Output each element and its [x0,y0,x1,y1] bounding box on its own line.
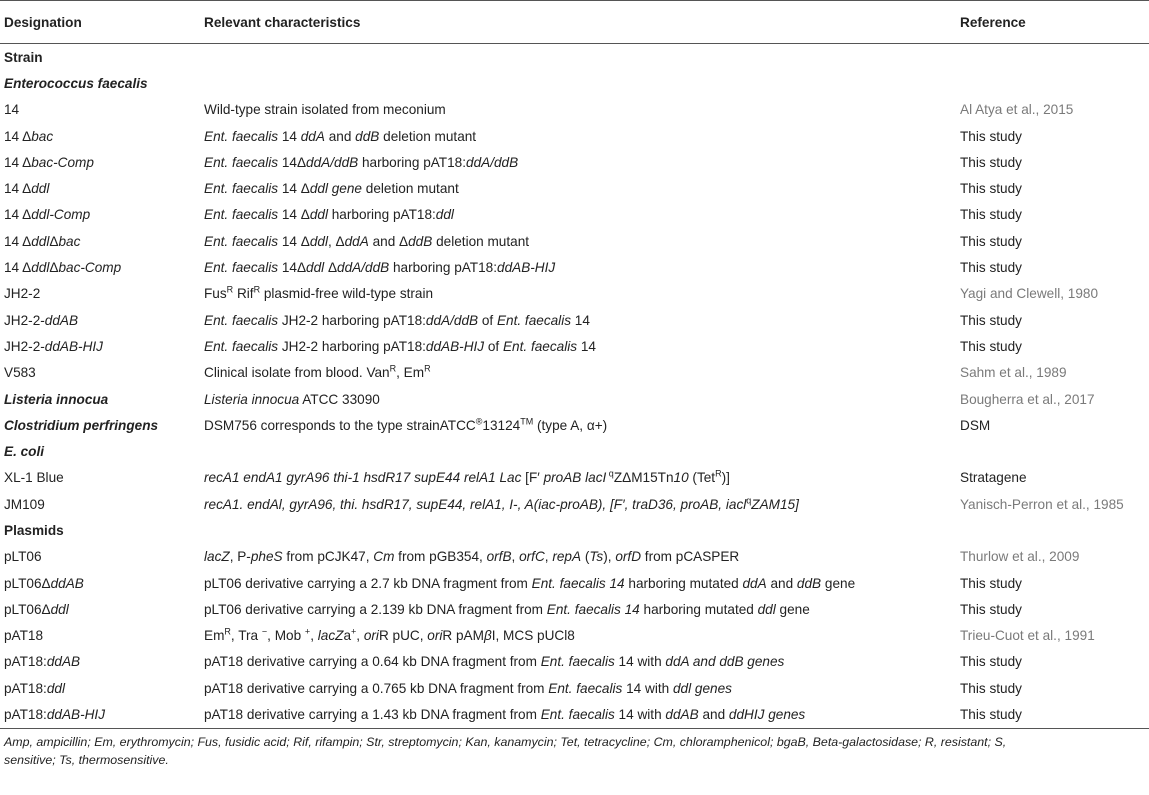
text-segment: 14 Δ [4,233,32,249]
table-row [0,97,1149,123]
text-segment: Ent. faecalis 14 [531,575,625,591]
text-segment: Ent. faecalis [204,312,279,328]
text-segment: , Tra [230,628,262,644]
text-segment: lacZ [317,628,344,644]
table-row [0,228,1149,254]
reference-cell: This study [960,575,1022,591]
characteristics-cell [200,254,956,280]
text-segment: ® [475,416,483,427]
text-segment: 14 Δ [4,154,32,170]
designation-cell [0,596,200,622]
text-segment: repA [552,549,582,565]
characteristics-cell [200,675,956,701]
text-segment: 14 Δ [278,207,310,223]
header-characteristics: Relevant characteristics [200,1,956,44]
text-segment: 14 Δ [4,260,32,276]
text-segment: Ent. faecalis [204,128,279,144]
text-segment: pheS [250,549,283,565]
text-segment: Rif [233,286,254,302]
text-segment: Ent. faecalis 14 [546,601,640,617]
reference-cell: This study [960,128,1022,144]
text-segment: I, MCS pUCl8 [491,628,575,644]
text-segment: 14 Δ [278,233,310,249]
text-segment: , P- [229,549,251,565]
text-segment: DSM756 corresponds to the type strainATCC [204,417,476,433]
text-segment: Listeria innocua [204,391,300,407]
reference-cell[interactable]: Sahm et al., 1989 [960,365,1067,381]
text-segment: ddA [344,233,369,249]
characteristics-cell [200,360,956,386]
text-segment: Ts [589,549,604,565]
text-segment: , Mob [267,628,305,644]
text-segment: gene [775,601,810,617]
characteristics-cell [200,97,956,123]
text-segment: ddAB [46,654,81,670]
reference-cell: This study [960,654,1022,670]
text-segment: and [766,575,797,591]
header-reference: Reference [956,1,1149,44]
text-segment: ddA/ddB [466,154,519,170]
characteristics-cell [200,333,956,359]
characteristics-cell [200,386,956,412]
text-segment: ddl [31,260,50,276]
text-segment: Δ [49,233,59,249]
text-segment: ddl [46,680,65,696]
text-segment: bac-Comp [58,260,122,276]
reference-cell: This study [960,207,1022,223]
section-heading-row [0,44,1149,71]
text-segment: (Tet [688,470,716,486]
characteristics-cell [200,701,956,728]
text-segment: orfC [519,549,545,565]
text-segment: JH2-2 [4,286,41,302]
designation-cell [0,465,200,491]
text-segment: pAT18 derivative carrying a 0.765 kb DNA fragment from [204,680,549,696]
table-row [0,175,1149,201]
text-segment: ddA [742,575,767,591]
text-segment: Ent. faecalis [548,680,623,696]
text-segment: ddl [757,601,776,617]
text-segment: , Δ [327,233,345,249]
text-segment: ( [581,549,590,565]
reference-cell: This study [960,312,1022,328]
text-segment: R [424,363,431,374]
table-row [0,570,1149,596]
text-segment: and [324,128,356,144]
reference-cell: This study [960,181,1022,197]
section-heading: Strain [4,49,43,65]
text-segment: pLT06Δ [4,601,51,617]
footnote-line-2: sensitive; Ts, thermosensitive. [4,752,169,767]
text-segment: ddl [31,181,50,197]
table-row [0,307,1149,333]
text-segment: Clinical isolate from blood. Van [204,365,390,381]
text-segment: 14 with [614,707,666,723]
section-heading-row [0,517,1149,543]
species-heading-row [0,70,1149,96]
text-segment: pLT06 derivative carrying a 2.7 kb DNA fragment from [204,575,532,591]
text-segment: ), [603,549,616,565]
reference-cell[interactable]: Trieu-Cuot et al., 1991 [960,628,1095,644]
text-segment: , [544,549,553,565]
designation-cell [0,97,200,123]
text-segment: ddl [306,260,325,276]
text-segment: ddAB [50,575,84,591]
table-row [0,701,1149,728]
text-segment: ddl [309,233,328,249]
text-segment: + [351,626,357,637]
text-segment: ddl gene [309,181,362,197]
text-segment: ddAB-HIJ [497,260,556,276]
characteristics-cell [200,570,956,596]
section-heading: Plasmids [4,522,64,538]
text-segment: ddAB [665,707,699,723]
text-segment: R [389,363,397,374]
reference-cell: Stratagene [960,470,1027,486]
text-segment: 14 Δ [4,128,32,144]
text-segment: , [511,549,520,565]
designation-cell [0,412,200,438]
text-segment: gene [821,575,856,591]
table-row [0,544,1149,570]
text-segment: 13124 [482,417,521,433]
species-heading-row [0,438,1149,464]
text-segment: Ent. faecalis [204,181,279,197]
text-segment: ddAB-HIJ [46,707,105,723]
text-segment: Ent. faecalis [204,154,279,170]
text-segment: orfD [615,549,642,565]
text-segment: Wild-type strain isolated from meconium [204,102,446,118]
text-segment: and Δ [368,233,409,249]
table-row [0,491,1149,517]
text-segment: from pCJK47, [282,549,374,565]
text-segment: 14 [577,338,596,354]
text-segment: 14Δ [278,260,307,276]
reference-cell: This study [960,260,1022,276]
text-segment: harboring pAT18: [327,207,436,223]
reference-cell: This study [960,233,1022,249]
table-footnote [0,729,1149,769]
text-segment: pAT18: [4,654,47,670]
text-segment: ddAB-HIJ [425,338,485,354]
text-segment: q [606,468,614,479]
table-row [0,465,1149,491]
text-segment: Ent. faecalis [502,338,578,354]
reference-cell[interactable]: Bougherra et al., 2017 [960,391,1095,407]
reference-cell: This study [960,601,1022,617]
text-segment: R [715,468,722,479]
text-segment: Fus [204,286,227,302]
text-segment: proAB lacI [543,470,607,486]
designation-cell [0,228,200,254]
species-heading: Enterococcus faecalis [4,75,148,91]
designation-cell [0,701,200,728]
text-segment: ZΔM15Tn [613,470,674,486]
designation-cell [0,544,200,570]
text-segment: Ent. faecalis [204,233,279,249]
text-segment: pAT18 derivative carrying a 0.64 kb DNA fragment from [204,654,541,670]
table-row [0,202,1149,228]
characteristics-cell [200,623,956,649]
characteristics-cell [200,281,956,307]
reference-cell: This study [960,680,1022,696]
reference-cell[interactable]: Al Atya et al., 2015 [960,102,1074,118]
text-segment: Clostridium perfringens [4,417,159,433]
text-segment: harboring mutated [639,601,758,617]
text-segment: ddl genes [672,680,732,696]
text-segment: JH2-2 harboring pAT18: [278,312,426,328]
text-segment: [F′ [521,470,544,486]
characteristics-cell [200,465,956,491]
text-segment: pAT18: [4,707,47,723]
text-segment: )] [721,470,730,486]
text-segment: deletion mutant [379,128,477,144]
text-segment: ddl [50,601,69,617]
reference-cell: This study [960,154,1022,170]
text-segment: 14 [571,312,590,328]
designation-cell [0,360,200,386]
designation-cell [0,175,200,201]
text-segment: bac [31,128,54,144]
text-segment: and [698,707,729,723]
table-row [0,254,1149,280]
table-row [0,412,1149,438]
text-segment: harboring mutated [624,575,743,591]
text-segment: ddAB-HIJ [44,338,103,354]
text-segment: (type A, α+) [533,417,608,433]
table-row [0,360,1149,386]
designation-cell [0,307,200,333]
reference-cell: This study [956,701,1149,728]
text-segment: ddA/ddB [306,154,359,170]
text-segment: 14 Δ [278,181,310,197]
text-segment: Em [204,628,225,644]
characteristics-cell [200,596,956,622]
text-segment: JH2-2- [4,312,45,328]
text-segment: pAT18: [4,680,47,696]
text-segment: Ent. faecalis [540,654,615,670]
text-segment: bac-Comp [31,154,94,170]
reference-cell[interactable]: Thurlow et al., 2009 [960,549,1080,565]
text-segment: , [310,628,318,644]
table-row [0,649,1149,675]
text-segment: 10 [673,470,689,486]
text-segment: R [253,284,261,295]
text-segment: 14 Δ [4,181,32,197]
table-row [0,333,1149,359]
text-segment: pLT06Δ [4,575,51,591]
text-segment: + [304,626,311,637]
text-segment: harboring pAT18: [389,260,498,276]
text-segment: β [483,628,492,644]
text-segment: q [746,495,752,506]
text-segment: ddl-Comp [31,207,91,223]
designation-cell [0,149,200,175]
characteristics-cell [200,544,956,570]
characteristics-cell [200,491,956,517]
designation-cell [0,570,200,596]
designation-cell [0,675,200,701]
text-segment: Ent. faecalis [204,207,279,223]
text-segment: 14Δ [278,154,307,170]
text-segment: from pCASPER [641,549,740,565]
text-segment: XL-1 Blue [4,470,64,486]
text-segment: lacZ [204,549,230,565]
text-segment: ddA and ddB genes [665,654,785,670]
text-segment: bac [58,233,81,249]
text-segment: ddl [309,207,328,223]
designation-cell [0,491,200,517]
text-segment: JH2-2 harboring pAT18: [278,338,426,354]
text-segment: Ent. faecalis [204,338,279,354]
text-segment: plasmid-free wild-type strain [260,286,434,302]
footnote-line-1: Amp, ampicillin; Em, erythromycin; Fus, fusidic acid; Rif, rifampin; Str, streptomycin; Kan, kanamycin; Tet, tetracycline; Cm, chloramphenicol; bgaB, Beta-galactosidase; R, resistant; S, [4,734,1007,749]
text-segment: Cm [373,549,395,565]
designation-cell [0,333,200,359]
table-row [0,623,1149,649]
text-segment: ATCC 33090 [299,391,380,407]
text-segment: ddA [300,128,325,144]
text-segment: R pUC, [378,628,428,644]
text-segment: 14 [4,102,20,118]
characteristics-cell [200,307,956,333]
table-header-row [0,1,1149,44]
text-segment: ddl [435,207,454,223]
reference-cell: DSM [960,417,991,433]
table-row [0,675,1149,701]
designation-cell [0,623,200,649]
text-segment: Listeria innocua [4,391,109,407]
reference-cell[interactable]: Yanisch-Perron et al., 1985 [960,496,1124,512]
characteristics-cell [200,202,956,228]
text-segment: R pAM [442,628,484,644]
text-segment: ddA/ddB [425,312,479,328]
table-row [0,596,1149,622]
text-segment: Δ [49,260,59,276]
text-segment: R [224,626,231,637]
characteristics-cell [200,412,956,438]
characteristics-cell [200,649,956,675]
text-segment: ddHIJ genes [728,707,806,723]
text-segment: ddAB [44,312,79,328]
characteristics-cell [200,149,956,175]
text-segment: ori [363,628,379,644]
characteristics-cell [200,228,956,254]
text-segment: ddl [31,233,50,249]
characteristics-cell [200,175,956,201]
text-segment: 14 [278,128,301,144]
text-segment: JM109 [4,496,45,512]
text-segment: Ent. faecalis [540,707,615,723]
text-segment: pLT06 derivative carrying a 2.139 kb DNA fragment from [204,601,547,617]
designation-cell [0,254,200,280]
text-segment: deletion mutant [432,233,530,249]
text-segment: JH2-2- [4,338,45,354]
text-segment: Δ [324,260,338,276]
text-segment: of [478,312,497,328]
text-segment: 14 with [614,654,666,670]
designation-cell [0,123,200,149]
designation-cell [0,649,200,675]
text-segment: Ent. faecalis [496,312,572,328]
reference-cell: This study [960,338,1022,354]
text-segment: harboring pAT18: [358,154,467,170]
text-segment: ori [427,628,443,644]
characteristics-cell [200,123,956,149]
species-heading: E. coli [4,444,45,460]
text-segment: deletion mutant [362,181,459,197]
table-row [0,281,1149,307]
designation-cell [0,202,200,228]
text-segment: pAT18 derivative carrying a 1.43 kb DNA fragment from [204,707,541,723]
text-segment: 14 Δ [4,207,32,223]
text-segment: of [484,338,503,354]
designation-cell [0,386,200,412]
text-segment: TM [520,416,534,427]
text-segment: recA1. endAl, gyrA96, thi. hsdR17, supE44, relA1, I-, A(iac-proAB), [F′, traD36, proAB, iacl [204,496,747,512]
table-row [0,123,1149,149]
text-segment: ddB [796,575,822,591]
table-body [0,44,1149,729]
text-segment: ZAM15] [751,496,799,512]
text-segment: recA1 endA1 gyrA96 thi-1 hsdR17 supE44 relA1 Lac [204,470,522,486]
table-row [0,149,1149,175]
text-segment: 14 with [622,680,673,696]
text-segment: − [261,626,268,637]
text-segment: Ent. faecalis [204,260,279,276]
text-segment: , [356,628,364,644]
reference-cell[interactable]: Yagi and Clewell, 1980 [960,286,1099,302]
text-segment: a [343,628,351,644]
header-designation: Designation [0,1,200,44]
designation-cell [0,281,200,307]
text-segment: ddB [408,233,433,249]
text-segment: V583 [4,365,36,381]
text-segment: ddB [355,128,380,144]
text-segment: orfB [486,549,512,565]
text-segment: R [226,284,234,295]
text-segment: ddA/ddB [337,260,390,276]
text-segment: pLT06 [4,549,42,565]
text-segment: , Em [396,365,425,381]
text-segment: pAT18 [4,628,44,644]
text-segment: from pGB354, [394,549,487,565]
table-row [0,386,1149,412]
